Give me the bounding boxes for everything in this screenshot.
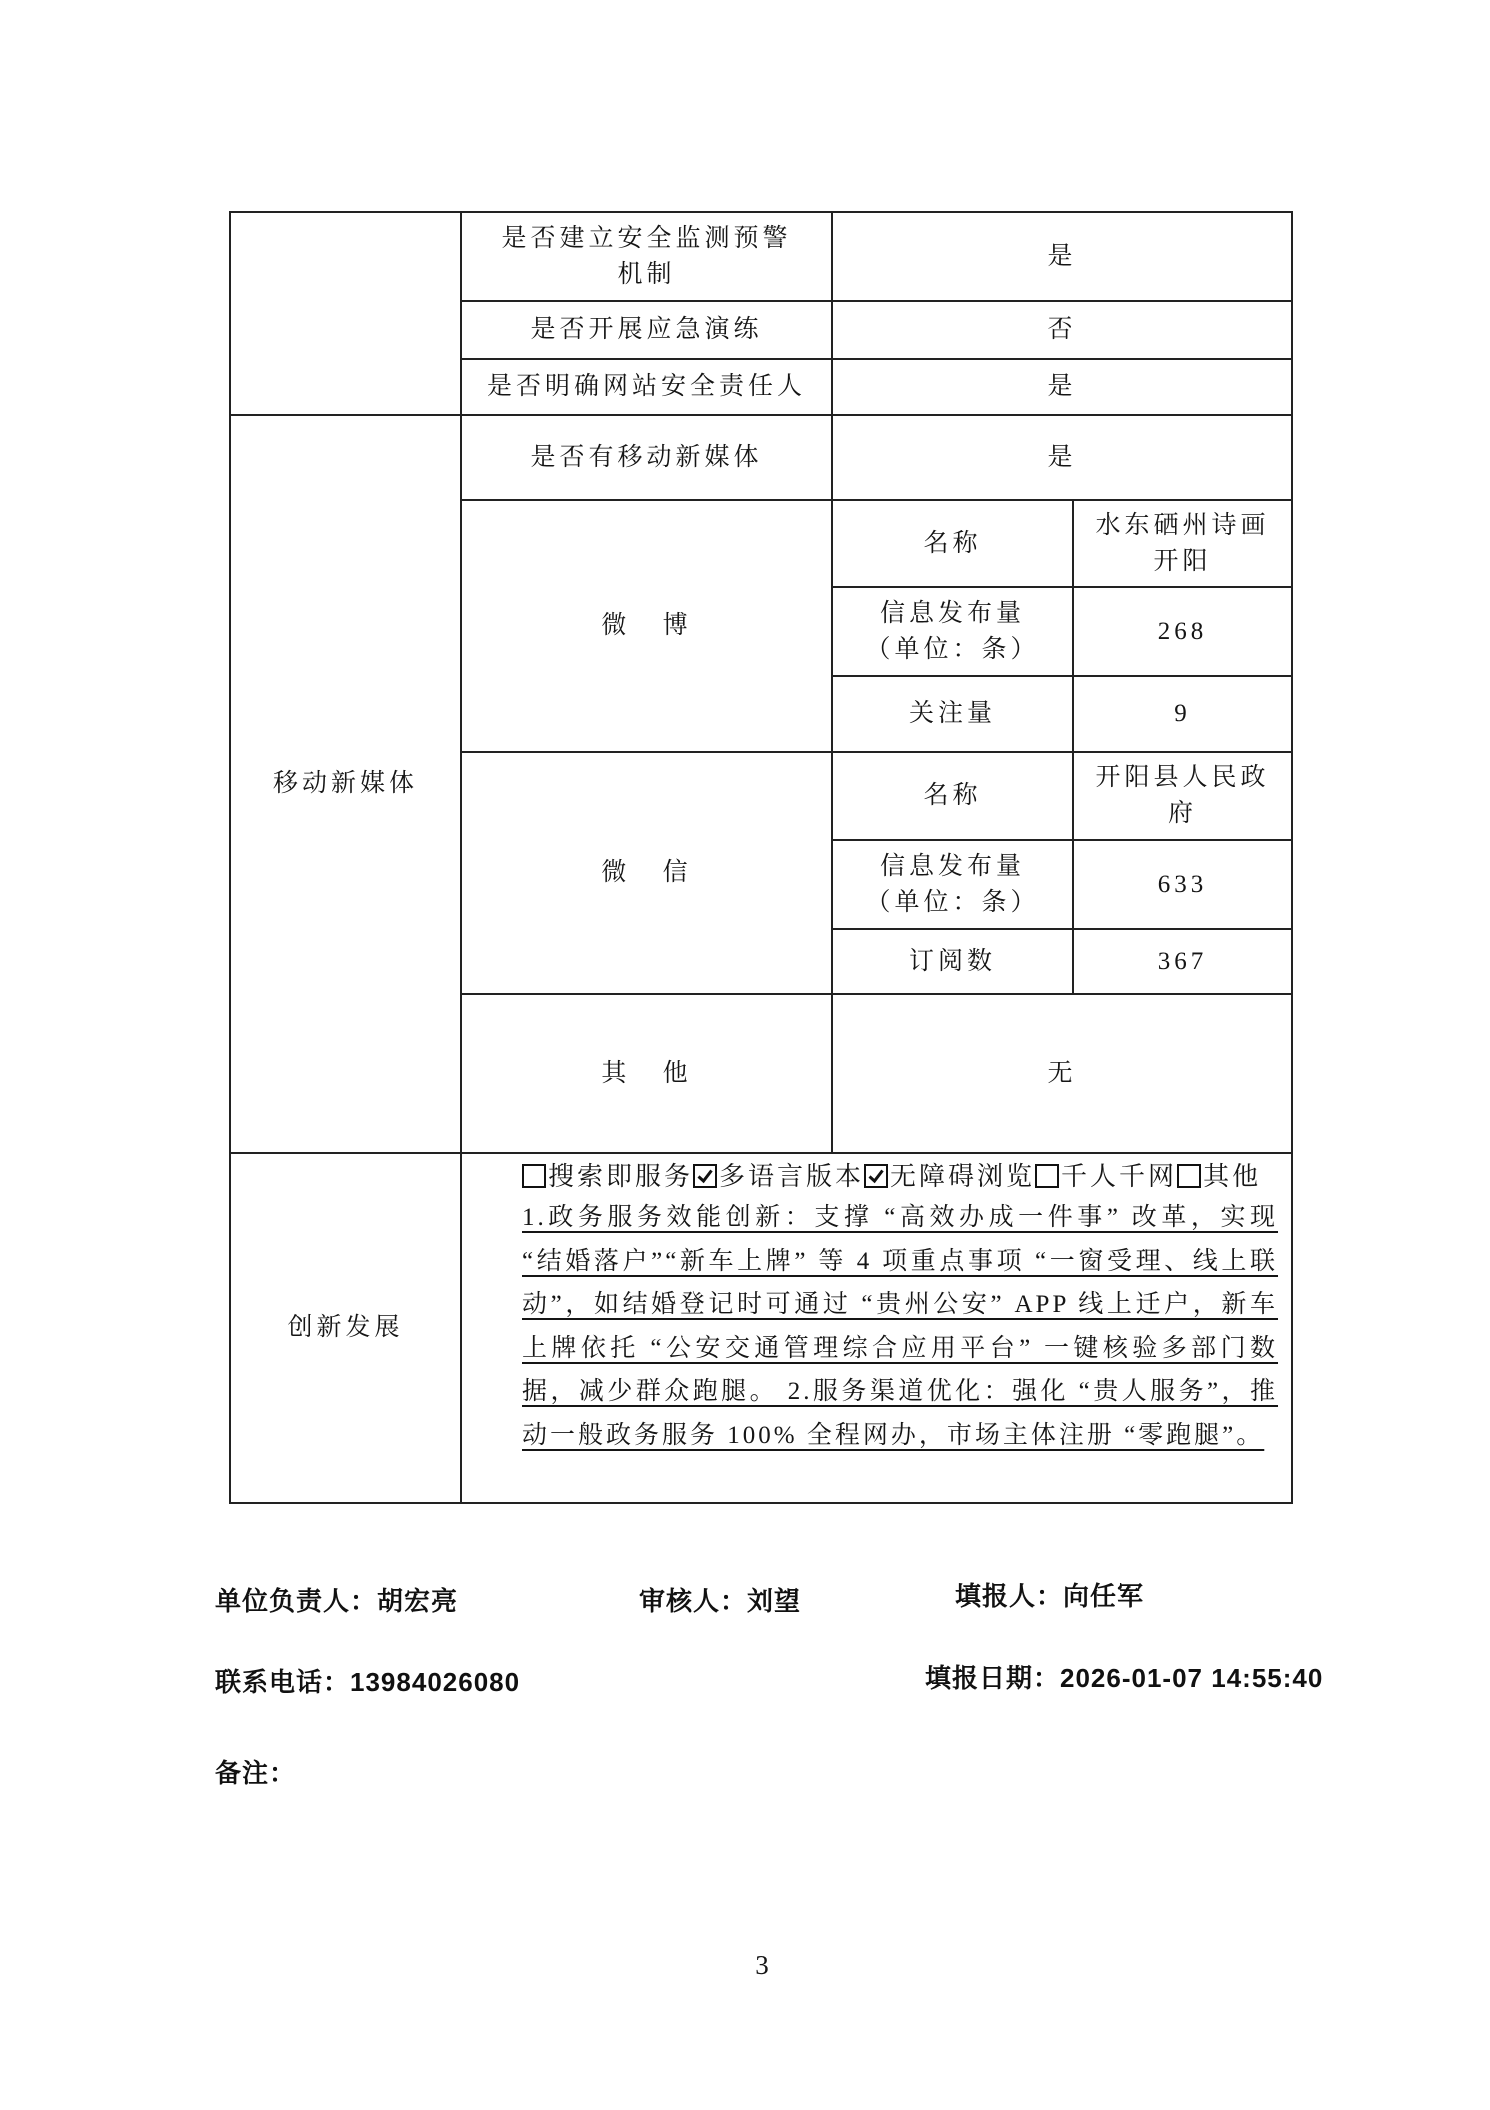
- other-value: 无: [832, 994, 1292, 1153]
- weibo-posts-label: 信息发布量: [879, 599, 1025, 627]
- innovation-content-cell: [461, 1153, 1292, 1503]
- option-search-as-service: [522, 1158, 693, 1196]
- reviewer: [639, 1585, 801, 1617]
- weibo-name-cell: [1073, 500, 1292, 587]
- weibo-followers-label: 关注量: [832, 676, 1073, 752]
- checkbox-icon: [693, 1164, 717, 1188]
- weibo-followers-value: 9: [1073, 676, 1292, 752]
- checkbox-icon: [1035, 1164, 1059, 1188]
- option-multilingual: [693, 1158, 864, 1196]
- wechat-subscribers-label: 订阅数: [832, 929, 1073, 994]
- wechat-posts-value: 633: [1073, 840, 1292, 929]
- checkbox-icon: [1177, 1164, 1201, 1188]
- date-value: 2026-01-07 14:55:40: [1060, 1663, 1324, 1693]
- reviewer-label: 审核人：: [639, 1586, 748, 1616]
- unit-head-value: 胡宏亮: [377, 1586, 459, 1616]
- has-mobile-media-value: 是: [832, 415, 1292, 500]
- emergency-drill-label: 是否开展应急演练: [461, 301, 832, 359]
- remarks: [215, 1757, 296, 1789]
- report-date: [925, 1662, 1323, 1694]
- security-section-cell: [230, 212, 461, 415]
- security-monitoring-label: 是否建立安全监测预警机制: [501, 224, 792, 288]
- weibo-label: 微 博: [601, 612, 692, 639]
- table-row: [230, 212, 1292, 301]
- page-number: 3: [755, 1950, 769, 1980]
- table-row: [230, 1153, 1292, 1503]
- option-label: 多语言版本: [719, 1162, 865, 1191]
- contact-phone: [215, 1666, 520, 1698]
- option-label: 搜索即服务: [548, 1162, 694, 1191]
- weibo-posts-label-cell: [832, 587, 1073, 676]
- wechat-label: 微 信: [601, 859, 692, 886]
- checkbox-icon: [522, 1164, 546, 1188]
- has-mobile-media-label: 是否有移动新媒体: [461, 415, 832, 500]
- weibo-posts-unit: （单位：条）: [865, 635, 1040, 663]
- security-monitoring-value: 是: [832, 212, 1292, 301]
- mobile-media-section-label: 移动新媒体: [230, 415, 461, 1153]
- weibo-name-value: 水东硒州诗画开阳: [1095, 511, 1270, 575]
- weibo-name-label: 名称: [832, 500, 1073, 587]
- reviewer-value: 刘望: [747, 1586, 802, 1616]
- checkbox-icon: [864, 1164, 888, 1188]
- option-label: 千人千网: [1061, 1162, 1178, 1191]
- option-personalized: [1035, 1158, 1177, 1196]
- phone-value: 13984026080: [350, 1667, 521, 1697]
- wechat-name-value: 开阳县人民政府: [1095, 764, 1270, 827]
- wechat-name-cell: [1073, 752, 1292, 840]
- date-label: 填报日期：: [925, 1663, 1061, 1693]
- option-label: 无障碍浏览: [890, 1162, 1036, 1191]
- wechat-name-label: 名称: [832, 752, 1073, 840]
- security-officer-label: 是否明确网站安全责任人: [461, 359, 832, 415]
- emergency-drill-value: 否: [832, 301, 1292, 359]
- remarks-label: 备注：: [215, 1758, 297, 1788]
- filler: [955, 1580, 1144, 1612]
- other-label: 其 他: [601, 1059, 692, 1087]
- phone-label: 联系电话：: [215, 1667, 351, 1697]
- weibo-posts-value: 268: [1073, 587, 1292, 676]
- weibo-label-cell: [461, 500, 832, 752]
- filler-value: 向任军: [1063, 1581, 1145, 1611]
- innovation-section-label: 创新发展: [230, 1153, 461, 1503]
- wechat-posts-label-cell: [832, 840, 1073, 929]
- wechat-label-cell: [461, 752, 832, 994]
- table-row: [230, 415, 1292, 500]
- row-label-cell: [461, 212, 832, 301]
- option-label: 其他: [1203, 1162, 1262, 1191]
- option-other: [1177, 1158, 1261, 1196]
- security-officer-value: 是: [832, 359, 1292, 415]
- innovation-options: [522, 1158, 1278, 1196]
- other-label-cell: [461, 994, 832, 1153]
- report-table: [229, 211, 1293, 1504]
- wechat-posts-unit: （单位：条）: [865, 888, 1040, 916]
- filler-label: 填报人：: [955, 1581, 1064, 1611]
- unit-head-label: 单位负责人：: [215, 1586, 378, 1616]
- unit-head: [215, 1585, 458, 1617]
- wechat-posts-label: 信息发布量: [879, 852, 1025, 880]
- wechat-subscribers-value: 367: [1073, 929, 1292, 994]
- option-accessibility: [864, 1158, 1035, 1196]
- innovation-description: 1.政务服务效能创新：支撑 “高效办成一件事” 改革，实现 “结婚落户”“新车上牌” 等 4 项重点事项 “一窗受理、线上联动”，如结婚登记时可通过 “贵州公安” APP 线上迁户，新车上牌依托 “公安交通管理综合应用平台” 一键核验多部门数据，减少群众跑腿。 2.服务渠道优化：强化 “贵人服务”，推动一般政务服务 100% 全程网办，市场主体注册 “零跑腿”。: [522, 1204, 1279, 1449]
